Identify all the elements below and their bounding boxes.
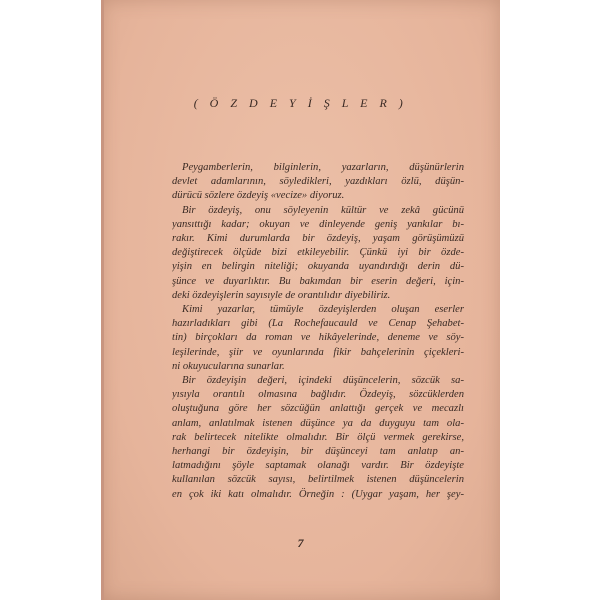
book-page xyxy=(101,0,500,600)
text-line: kullanılan sözcük sayısı, belirtilmek istenen düşüncelerin xyxy=(172,474,464,486)
text-line: yişin en belirgin niteliği; okuyanda uyandırdığı derin dü- xyxy=(172,261,464,273)
text-line: en çok iki katı olmalıdır. Örneğin : (Uygar yaşam, her şey- xyxy=(172,488,464,500)
text-line: hazırladıkları gibi (La Rochefaucauld ve Cenap Şehabet- xyxy=(172,318,464,330)
text-line: yısıyla orantılı olmasına bağlıdır. Özdeyiş, sözcüklerden xyxy=(172,389,464,401)
page-edge xyxy=(101,0,104,600)
text-line: oluştuğuna göre her sözcüğün anlattığı gerçek ve mecazlı xyxy=(172,403,464,415)
text-line: leşilerinde, şiir ve oyunlarında fikir bahçelerinin çiçekleri- xyxy=(172,346,464,358)
page-number: 7 xyxy=(297,536,304,550)
text-line: tin) birçokları da roman ve hikâyelerinde, deneme ve söy- xyxy=(172,332,464,344)
text-line: Kimi yazarlar, tümüyle özdeyişlerden oluşan eserler xyxy=(182,304,464,316)
text-line: deki özdeyişlerin sayısıyle de orantılıdır diyebiliriz. xyxy=(172,289,391,301)
text-line: Bir özdeyişin değeri, içindeki düşüncelerin, sözcük sa- xyxy=(182,375,464,387)
text-line: değiştirecek ölçüde bizi etkileyebilir. Çünkü iyi bir özde- xyxy=(172,247,464,259)
text-line: anlam, anlatılmak istenen düşünce ya da duyguyu tam ola- xyxy=(172,417,464,429)
text-line: devlet adamlarının, söyledikleri, yazdıkları özlü, düşün- xyxy=(172,176,464,188)
text-line: yansıttığı kadar; okuyan ve dinleyende geniş yankılar bı- xyxy=(172,218,464,230)
text-line: rak belirtecek nitelikte olmalıdır. Bir ölçü vermek gerekirse, xyxy=(172,431,464,443)
text-line: dürücü sözlere özdeyiş «vecize» diyoruz. xyxy=(172,190,345,202)
chapter-heading: ( Ö Z D E Y İ Ş L E R ) xyxy=(193,96,408,110)
text-line: şünce ve duyarlıktır. Bu bakımdan bir eserin değeri, için- xyxy=(172,275,464,287)
text-line: latmadığını şöyle saptamak olanağı vardır. Bir özdeyişte xyxy=(172,460,464,472)
body-text xyxy=(172,161,464,502)
text-line: rakır. Kimi durumlarda bir özdeyiş, yaşam görüşümüzü xyxy=(172,233,464,245)
text-line: herhangi bir özdeyişin, bir düşünceyi tam anlatıp an- xyxy=(172,446,464,458)
text-line: Peygamberlerin, bilginlerin, yazarların, düşünürlerin xyxy=(182,162,464,173)
text-line: ni okuyucularına sunarlar. xyxy=(172,360,285,372)
text-line: Bir özdeyiş, onu söyleyenin kültür ve zekâ gücünü xyxy=(182,204,464,216)
